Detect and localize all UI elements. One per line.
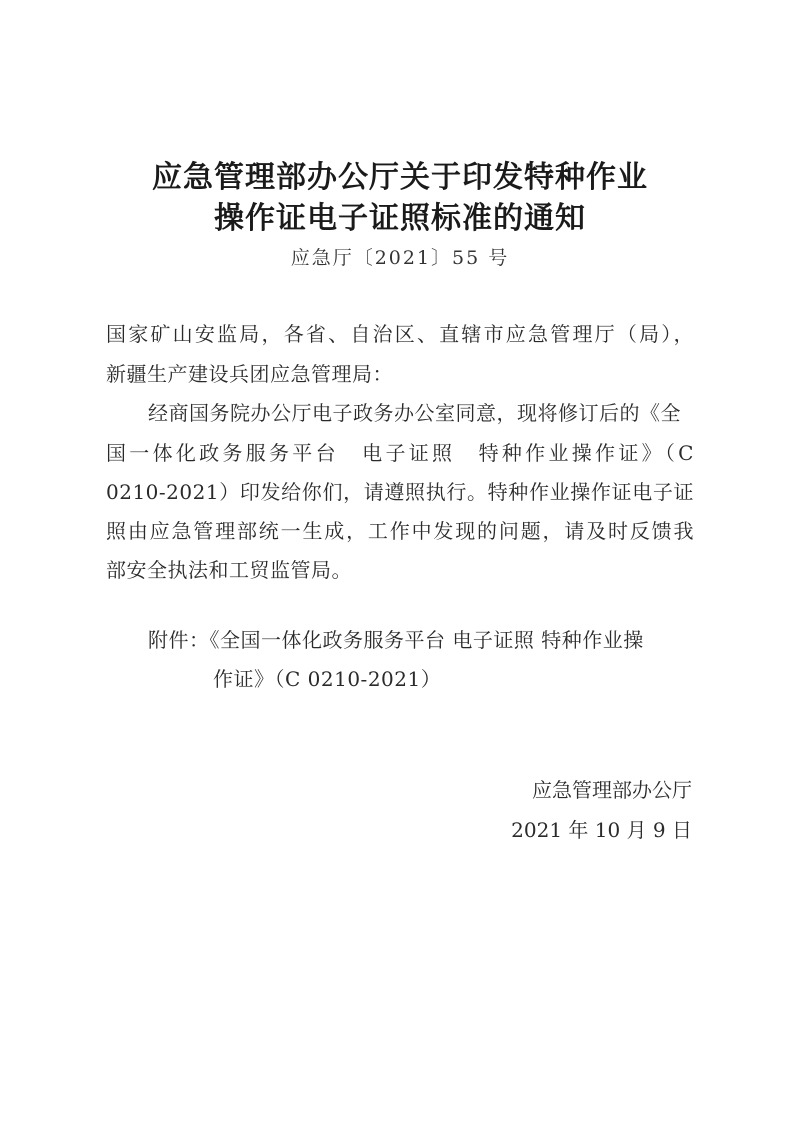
body-line-1: 经商国务院办公厅电子政务办公室同意，现将修订后的《全: [148, 401, 681, 425]
attachment-line-2: 作证》（C 0210-2021）: [213, 667, 442, 691]
attachment-line-1: 附件：《全国一体化政务服务平台 电子证照 特种作业操: [148, 628, 644, 652]
body-line-2: 国一体化政务服务平台 电子证照 特种作业操作证》（C: [106, 441, 694, 465]
document-title-line-2: 操作证电子证照标准的通知: [214, 201, 586, 236]
signature-date: 2021 年 10 月 9 日: [511, 818, 692, 842]
body-line-3: 0210-2021）印发给你们，请遵照执行。特种作业操作证电子证: [106, 480, 694, 504]
addressee-line-2: 新疆生产建设兵团应急管理局：: [106, 362, 393, 386]
body-line-4: 照由应急管理部统一生成，工作中发现的问题，请及时反馈我: [106, 519, 694, 543]
document-number: 应急厅〔2021〕55 号: [290, 247, 510, 269]
body-line-5: 部安全执法和工贸监管局。: [106, 558, 352, 582]
document-title-line-1: 应急管理部办公厅关于印发特种作业: [152, 160, 648, 195]
addressee-line-1: 国家矿山安监局，各省、自治区、直辖市应急管理厅（局），: [106, 322, 694, 346]
signature-organization: 应急管理部办公厅: [532, 778, 692, 802]
